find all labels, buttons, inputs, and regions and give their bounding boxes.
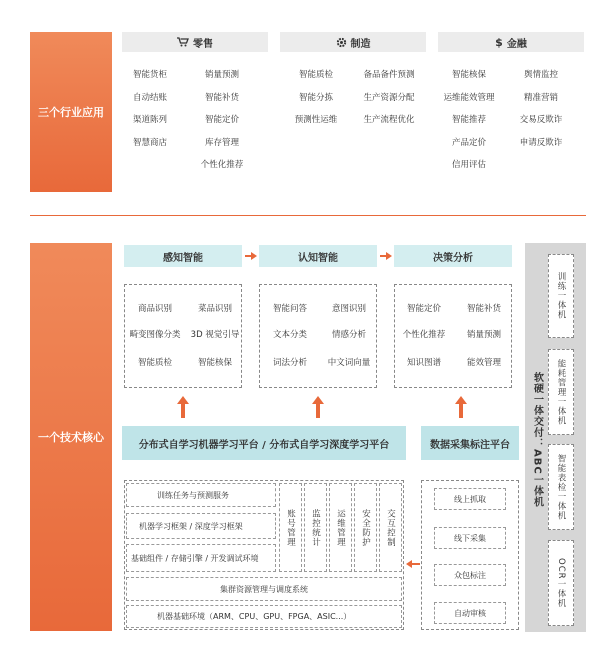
core-title-text: 一个技术核心 <box>38 431 104 444</box>
list-item: 舆情监控 <box>523 70 559 80</box>
data-step <box>434 602 506 624</box>
retail-name: 零售 <box>193 38 213 50</box>
list-item: 智能定价 <box>204 115 240 125</box>
gear-icon <box>336 37 347 48</box>
list-item: 畸变图像分类 <box>129 330 181 340</box>
stack-side-label: 账号管理 <box>285 508 296 547</box>
stack-side-col <box>379 483 402 572</box>
finance-name: 金融 <box>506 38 527 50</box>
ml-platform-label: 分布式自学习机器学习平台 / 分布式自学习深度学习平台 <box>138 439 390 451</box>
list-item: 交易反欺诈 <box>519 115 563 125</box>
delivery-box-label: 智能表检一体机 <box>556 453 566 521</box>
list-item: 词法分析 <box>272 358 308 368</box>
stage-decision <box>394 245 512 267</box>
stage-perception <box>124 245 242 267</box>
arrow-right-head <box>251 252 257 260</box>
finance-header <box>438 32 584 52</box>
arrow-left-head <box>406 560 412 568</box>
data-step-label: 线下采集 <box>454 533 486 543</box>
stack-row <box>126 513 276 539</box>
list-item: 个性化推荐 <box>200 160 244 170</box>
list-item: 智能分拣 <box>298 93 334 103</box>
list-item: 智能质检 <box>137 358 173 368</box>
list-item: 销量预测 <box>466 330 502 340</box>
manufacturing-name: 制造 <box>350 38 371 50</box>
section-divider <box>30 215 586 216</box>
delivery-title <box>527 340 547 540</box>
list-item: 库存管理 <box>204 138 240 148</box>
list-item: 菜品识别 <box>197 304 233 314</box>
stack-row-label: 训练任务与预测服务 <box>157 490 229 500</box>
list-item: 智能货柜 <box>132 70 168 80</box>
list-item: 能效管理 <box>466 358 502 368</box>
stage-label: 认知智能 <box>298 252 338 264</box>
delivery-box-label: 训练一体机 <box>556 272 566 320</box>
list-item: 备品备件预测 <box>363 70 415 80</box>
stack-row <box>126 483 276 507</box>
data-platform-label: 数据采集标注平台 <box>430 439 510 451</box>
stack-row-label: 机器学习框架 / 深度学习框架 <box>139 521 243 531</box>
list-item: 智能定价 <box>406 304 442 314</box>
data-step-label: 自动审核 <box>454 608 486 618</box>
list-item: 智能补货 <box>204 93 240 103</box>
data-step-label: 线上抓取 <box>454 494 486 504</box>
stack-side-label: 监控统计 <box>310 508 321 547</box>
list-item: 产品定价 <box>451 138 487 148</box>
list-item: 文本分类 <box>272 330 308 340</box>
stage-label: 决策分析 <box>433 252 473 264</box>
list-item: 3D 视觉引导 <box>190 330 240 340</box>
arrow-up-icon <box>177 396 189 418</box>
stack-side-col <box>329 483 352 572</box>
data-step <box>434 564 506 586</box>
list-item: 申请反欺诈 <box>519 138 563 148</box>
delivery-box <box>548 444 574 530</box>
list-item: 生产流程优化 <box>363 115 415 125</box>
cluster-row <box>126 577 402 601</box>
stage-label: 感知智能 <box>163 252 203 264</box>
shopping-cart-icon <box>177 37 189 47</box>
cluster-label: 集群资源管理与调度系统 <box>220 584 308 594</box>
stack-side-col <box>279 483 302 572</box>
list-item: 中文词向量 <box>327 358 371 368</box>
list-item: 自动结账 <box>132 93 168 103</box>
list-item: 情感分析 <box>331 330 367 340</box>
list-item: 生产资源分配 <box>363 93 415 103</box>
stack-side-col <box>354 483 377 572</box>
arrow-right-head <box>386 252 392 260</box>
list-item: 意图识别 <box>331 304 367 314</box>
stack-side-col <box>304 483 327 572</box>
list-item: 智能补货 <box>466 304 502 314</box>
infra-row <box>126 605 402 628</box>
list-item: 个性化推荐 <box>402 330 446 340</box>
stage-cognition <box>259 245 377 267</box>
industry-title <box>30 32 112 192</box>
list-item: 商品识别 <box>137 304 173 314</box>
data-step <box>434 527 506 549</box>
dollar-icon: $ <box>495 35 503 49</box>
list-item: 智能推荐 <box>451 115 487 125</box>
list-item: 运维能效管理 <box>443 93 495 103</box>
industry-title-text: 三个行业应用 <box>38 106 104 119</box>
list-item: 智能核保 <box>197 358 233 368</box>
list-item: 预测性运维 <box>294 115 338 125</box>
list-item: 智能核保 <box>451 70 487 80</box>
list-item: 销量预测 <box>204 70 240 80</box>
delivery-box <box>548 540 574 626</box>
retail-header <box>122 32 268 52</box>
data-step-label: 众包标注 <box>454 570 486 580</box>
stack-side-label: 安全防护 <box>360 508 371 547</box>
list-item: 智能问答 <box>272 304 308 314</box>
stack-row-label: 基础组件 / 存储引擎 / 开发调试环境 <box>131 553 259 563</box>
delivery-box <box>548 254 574 338</box>
ml-platform-bar <box>122 426 406 460</box>
stack-row <box>126 544 276 572</box>
arrow-left <box>412 563 420 565</box>
core-title <box>30 243 112 631</box>
delivery-box <box>548 349 574 435</box>
arrow-up-icon <box>455 396 467 418</box>
list-item: 信用评估 <box>451 160 487 170</box>
list-item: 精准营销 <box>523 93 559 103</box>
delivery-box-label: OCR一体机 <box>556 557 566 609</box>
list-item: 知识图谱 <box>406 358 442 368</box>
stack-side-label: 运维管理 <box>335 508 346 547</box>
delivery-title-text: 软硬一体交付：ABC一体机 <box>531 372 543 508</box>
stack-side-label: 交互控制 <box>385 508 396 547</box>
delivery-box-label: 能耗管理一体机 <box>556 358 566 426</box>
infra-label: 机器基础环境（ARM、CPU、GPU、FPGA、ASIC...） <box>157 612 352 621</box>
arrow-up-icon <box>312 396 324 418</box>
data-platform-bar <box>421 426 519 460</box>
list-item: 渠道陈列 <box>132 115 168 125</box>
data-step <box>434 488 506 510</box>
list-item: 智能质检 <box>298 70 334 80</box>
manufacturing-header <box>280 32 426 52</box>
list-item: 智慧商店 <box>132 138 168 148</box>
